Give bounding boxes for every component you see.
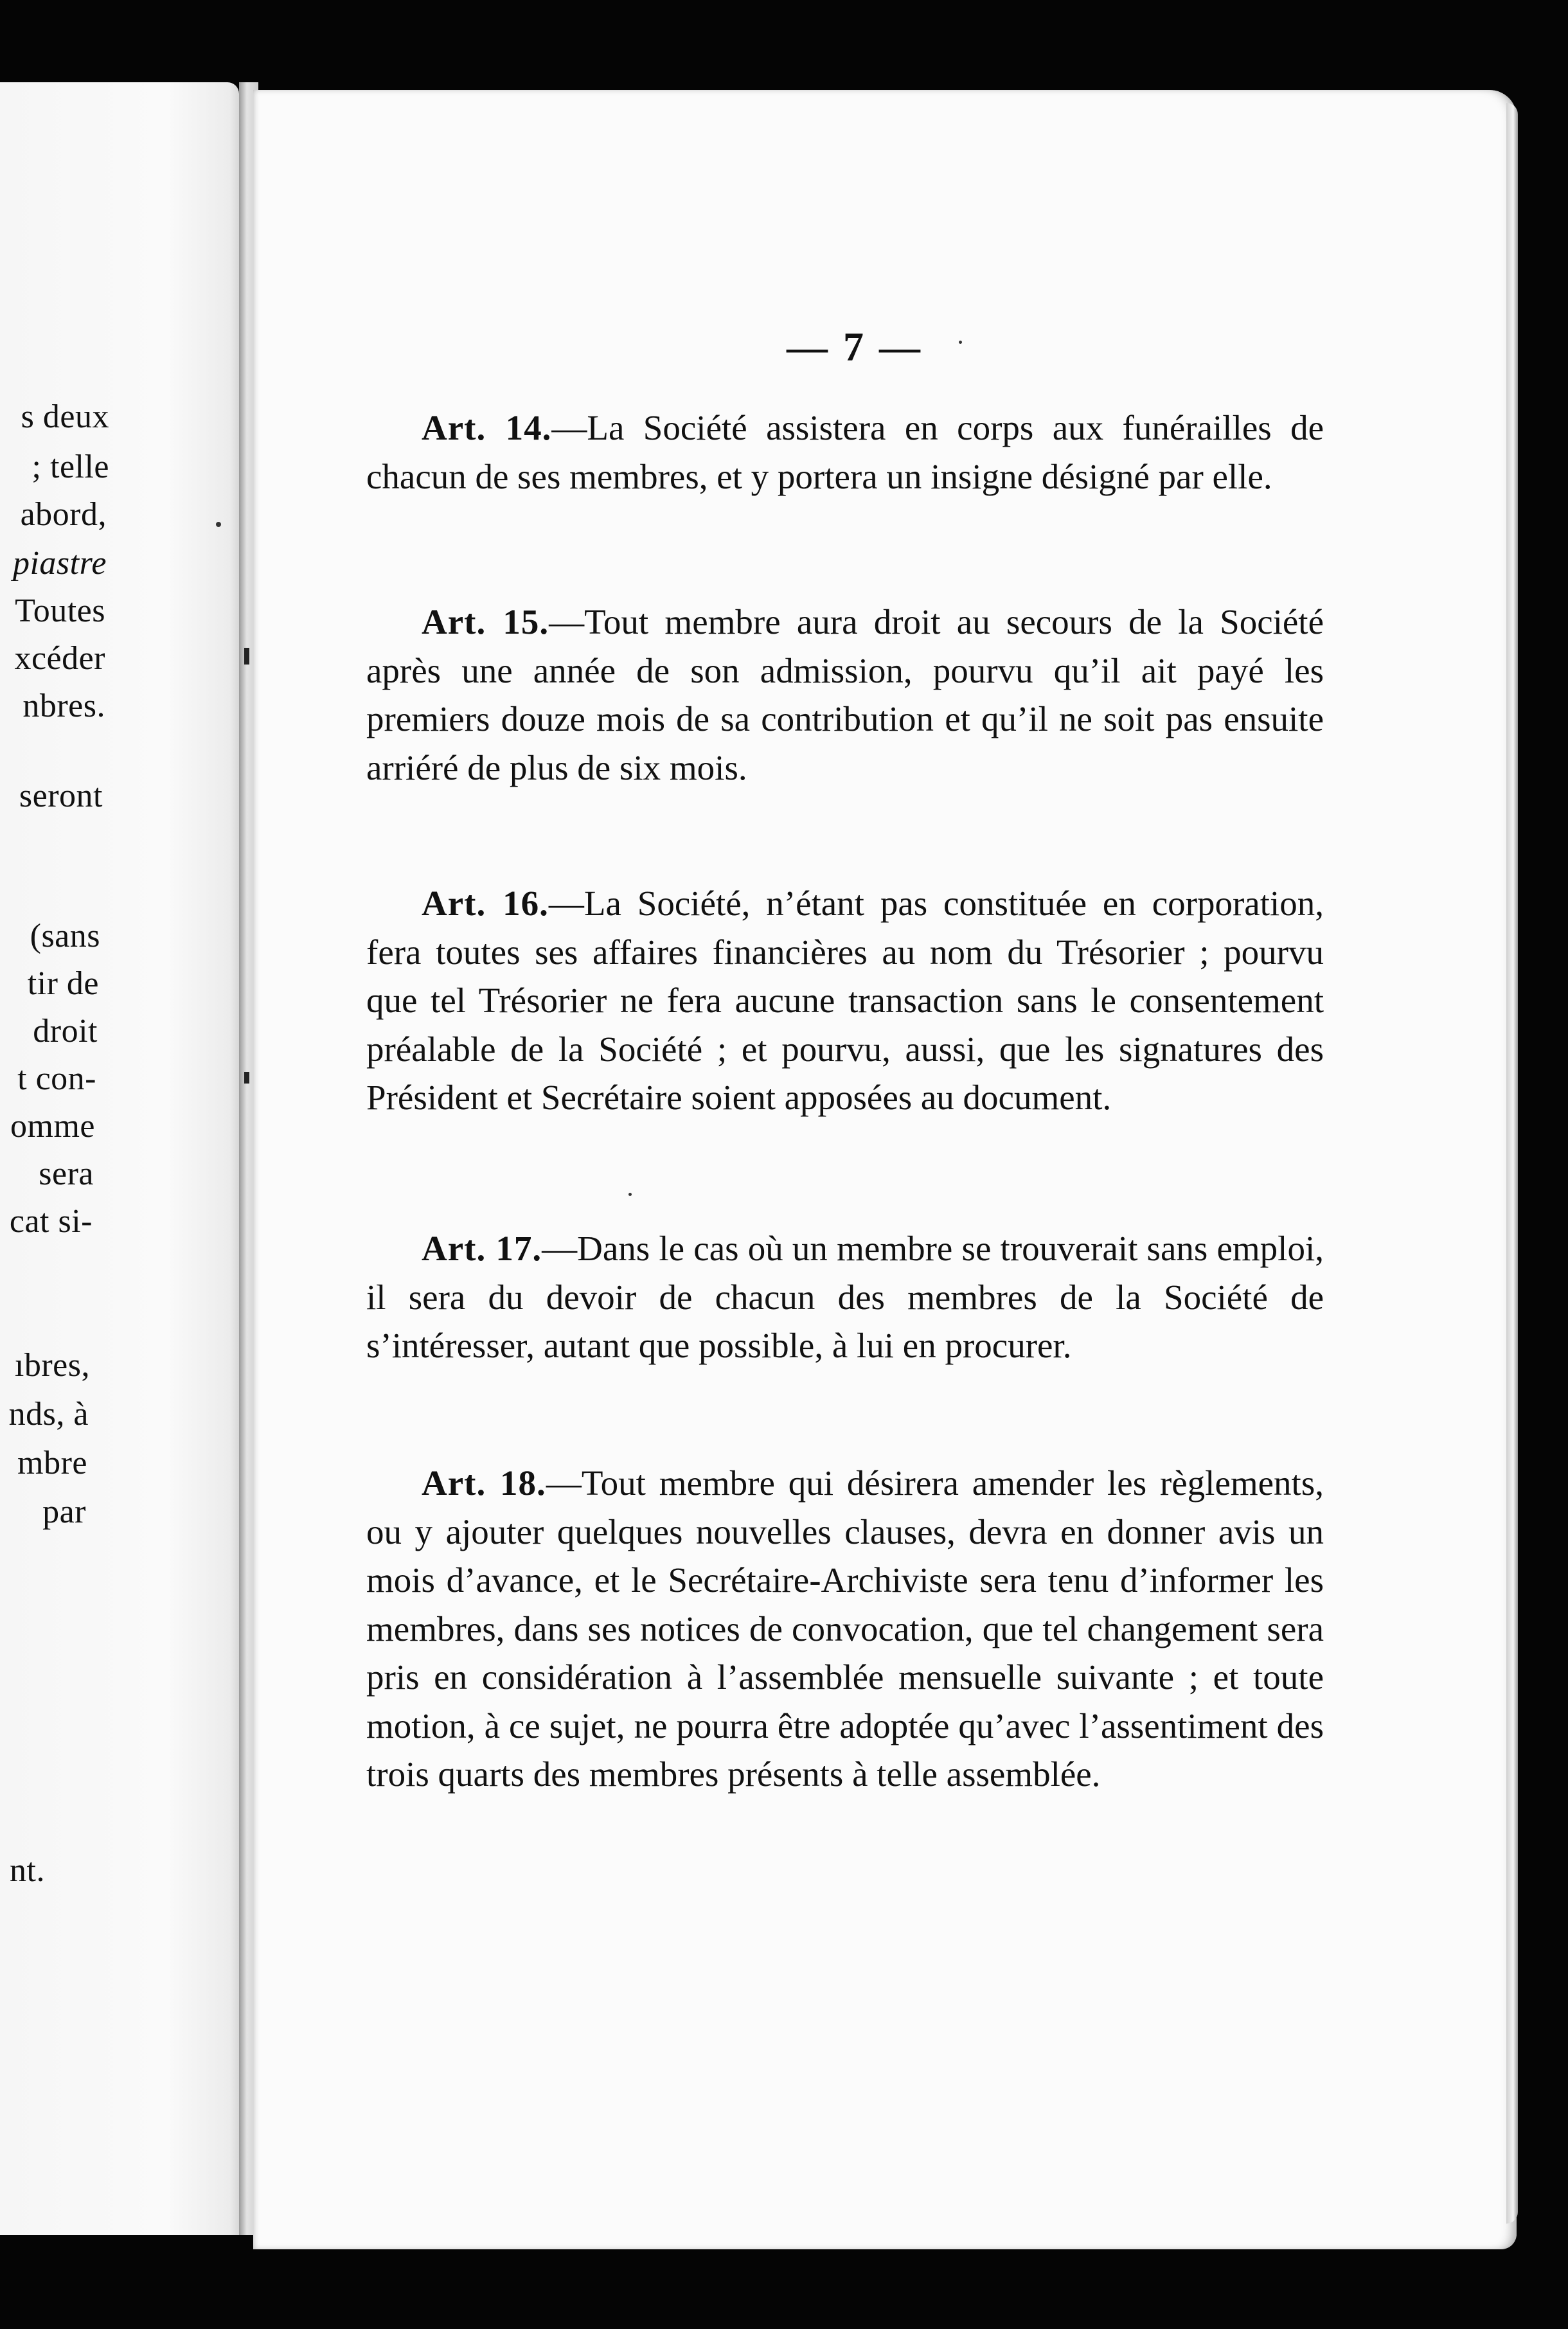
- article-17: [366, 1224, 1324, 1370]
- left-page-line: sera: [39, 1156, 94, 1192]
- article-text: —Tout membre qui désirera amender les règlements, ou y ajouter quelques nouvelles clauses, devra en donner avis un mois d’avance, et le Secrétaire-Archiviste sera tenu d’informer les membres, dans ses notices de convocation, que tel changement sera pris en considération à l’assemblée mensuelle suivante ; et toute motion, à ce sujet, ne pourra être adoptée qu’avec l’assentiment des trois quarts des membres présents à telle assemblée.: [366, 1463, 1324, 1794]
- left-page-line: xcéder: [14, 640, 105, 677]
- left-page-line: ıbres,: [14, 1347, 90, 1384]
- left-page-line: abord,: [20, 496, 107, 533]
- left-page-line: piastre: [12, 545, 107, 582]
- left-page-line: omme: [10, 1108, 95, 1145]
- page-number: — 7 —: [787, 324, 923, 370]
- left-page-line: (sans: [30, 918, 100, 954]
- left-page-line: seront: [19, 778, 103, 814]
- scan-speck: [959, 341, 962, 344]
- left-page-line: cat si-: [9, 1203, 93, 1240]
- gutter-mark: [244, 648, 249, 665]
- article-label: Art. 17.: [422, 1229, 542, 1268]
- article-16: [366, 879, 1324, 1122]
- article-text: —Tout membre aura droit au secours de la Société après une année de son admission, pourvu qu’il ait payé les premiers douze mois de sa contribution et qu’il ne soit pas ensuite arriéré de plus de six mois.: [366, 602, 1324, 787]
- left-page: [0, 82, 239, 2235]
- left-page-line: ; telle: [31, 449, 109, 485]
- article-label: Art. 14.: [422, 408, 552, 447]
- article-14: [366, 404, 1324, 501]
- page-edge: [1506, 103, 1518, 2224]
- left-page-line: s deux: [21, 398, 109, 435]
- article-15: [366, 598, 1324, 792]
- left-page-line: nds, à: [8, 1396, 89, 1432]
- gutter-mark: [244, 1072, 249, 1084]
- left-page-line: tir de: [27, 965, 99, 1002]
- left-page-line: nt.: [10, 1852, 45, 1889]
- left-page-line: t con-: [17, 1060, 96, 1097]
- scan-speck: [216, 522, 221, 527]
- article-label: Art. 18.: [422, 1463, 546, 1503]
- left-page-line: droit: [33, 1013, 98, 1049]
- left-page-line: nbres.: [22, 688, 105, 724]
- article-label: Art. 15.: [422, 602, 549, 641]
- left-page-line: Toutes: [15, 593, 105, 629]
- article-text: —La Société, n’étant pas constituée en corporation, fera toutes ses affaires financières au nom du Trésorier ; pourvu que tel Trésorier ne fera aucune transaction sans le consentement préalable de la Société ; et pourvu, aussi, que les signatures des Président et Secrétaire soient apposées au document.: [366, 884, 1324, 1117]
- article-18: [366, 1459, 1324, 1799]
- article-text: —Dans le cas où un membre se trouverait sans emploi, il sera du devoir de chacun des membres de la Société de s’intéresser, autant que possible, à lui en procurer.: [366, 1229, 1324, 1365]
- left-page-line: par: [42, 1494, 86, 1530]
- scan-speck: [628, 1193, 632, 1196]
- left-page-line: mbre: [17, 1445, 87, 1481]
- article-label: Art. 16.: [422, 884, 549, 923]
- article-text: —La Société assistera en corps aux funérailles de chacun de ses membres, et y portera un insigne désigné par elle.: [366, 408, 1324, 496]
